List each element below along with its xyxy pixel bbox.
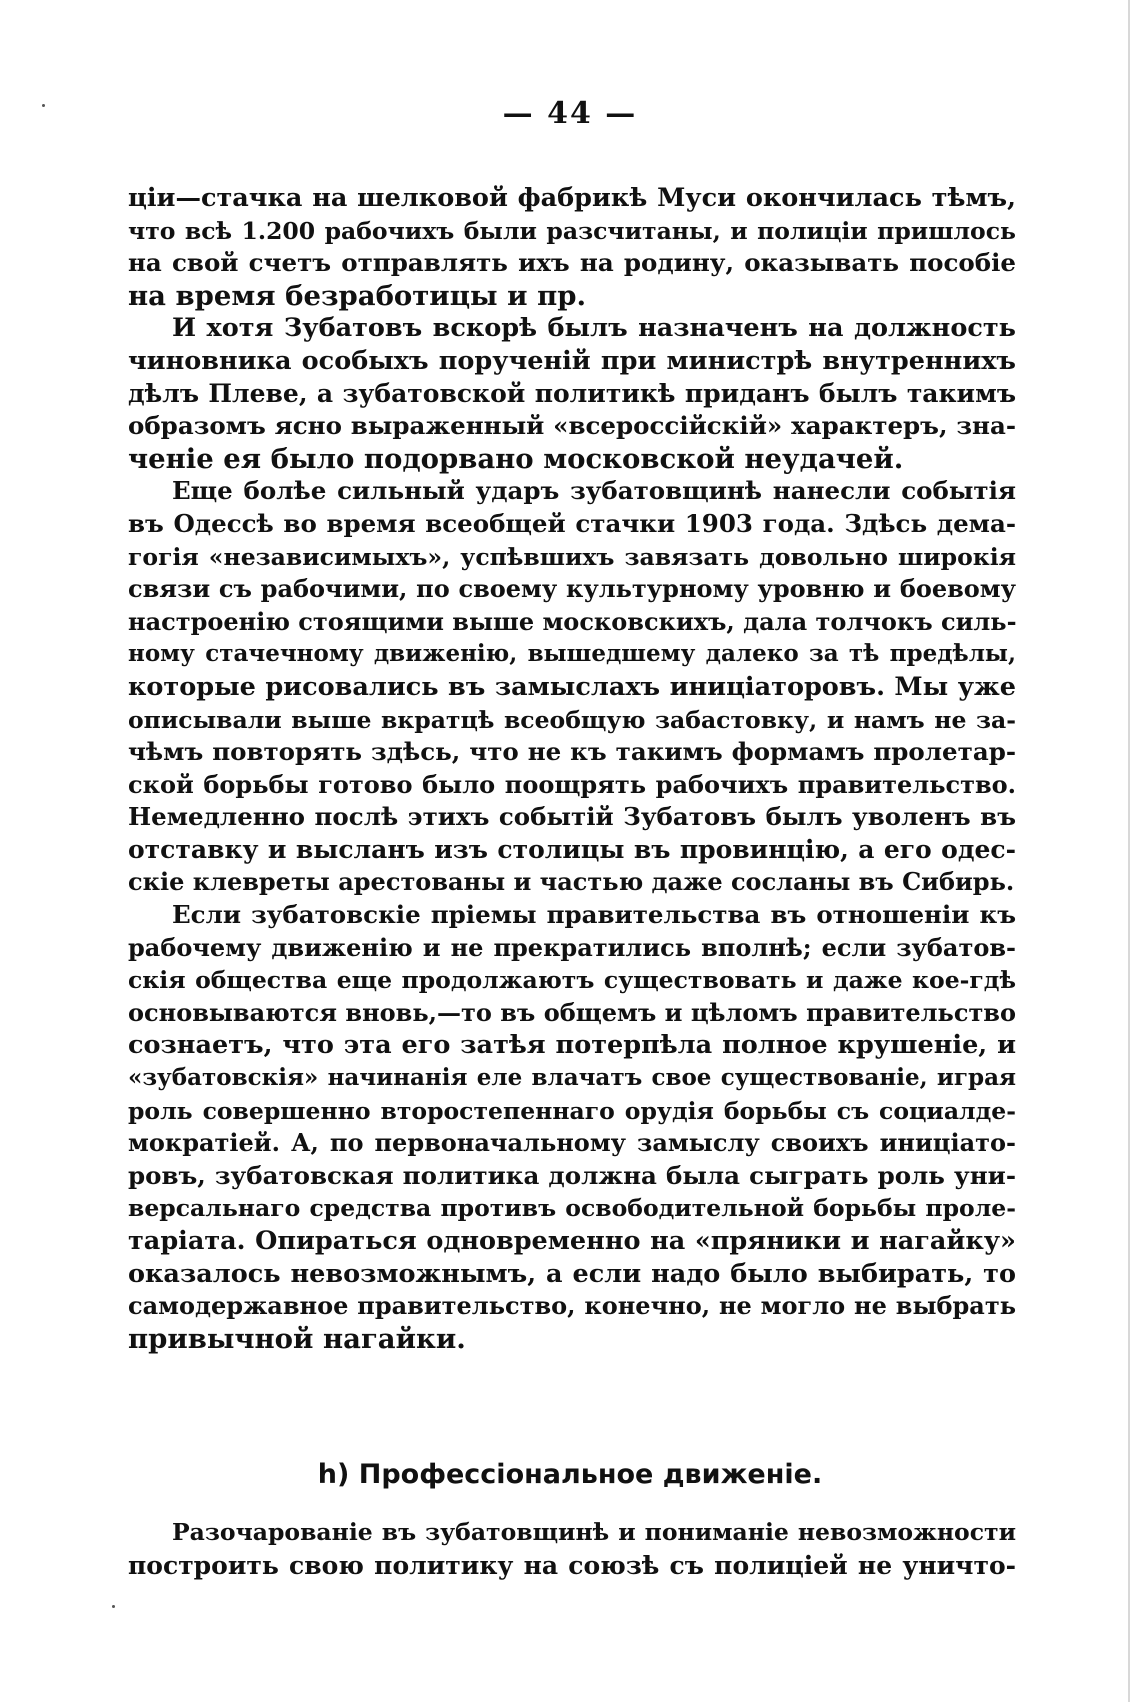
text-line: мократіей. А, по первоначальному замыслу своихъ иниціато- xyxy=(128,1128,1016,1158)
text-line: сознаетъ, что эта его затѣя потерпѣла полное крушеніе, и xyxy=(128,1030,1016,1061)
tail-paragraph xyxy=(128,1515,1016,1583)
text-line: роль совершенно второстепеннаго орудія борьбы съ социалде- xyxy=(128,1096,1016,1125)
text-line: Если зубатовскіе пріемы правительства въ отношеніи къ xyxy=(172,900,1016,930)
text-line: Немедленно послѣ этихъ событій Зубатовъ былъ уволенъ въ xyxy=(128,802,1016,832)
text-line: образомъ ясно выраженный «всероссійскій» характеръ, зна- xyxy=(128,411,1016,441)
text-line: скія общества еще продолжаютъ существовать и даже кое-гдѣ xyxy=(128,966,1016,995)
section-heading: h) Профессіональное движеніе. xyxy=(317,1459,823,1490)
text-line: ченіе ея было подорвано московской неудачей. xyxy=(128,442,904,475)
text-line: которые рисовались въ замыслахъ иниціаторовъ. Мы уже xyxy=(128,671,1016,702)
body-text xyxy=(128,182,1016,1355)
text-line: «зубатовскія» начинанія еле влачатъ свое существованіе, играя xyxy=(128,1064,1016,1092)
text-line: рабочему движенію и не прекратились вполнѣ; если зубатов- xyxy=(128,932,1016,962)
text-line: построить свою политику на союзѣ съ полиціей не уничто- xyxy=(128,1551,1016,1580)
text-line: чѣмъ повторять здѣсь, что не къ такимъ формамъ пролетар- xyxy=(128,737,1016,767)
page-number: — 44 — xyxy=(502,96,638,131)
text-line: на свой счетъ отправлять ихъ на родину, оказывать пособіе xyxy=(128,248,1016,278)
text-line: Еще болѣе сильный ударъ зубатовщинѣ нанесли событія xyxy=(172,476,1016,506)
text-line: Разочарованіе въ зубатовщинѣ и пониманіе невозможности xyxy=(172,1518,1016,1546)
text-line: версальнаго средства противъ освободительной борьбы проле- xyxy=(128,1194,1016,1223)
text-line: ской борьбы готово было поощрять рабочихъ правительство. xyxy=(128,769,1016,799)
text-line: привычной нагайки. xyxy=(128,1322,466,1355)
text-line: на время безработицы и пр. xyxy=(128,279,587,312)
text-line: ному стачечному движенію, вышедшему далеко за тѣ предѣлы, xyxy=(128,640,1016,668)
text-line: ровъ, зубатовская политика должна была сыграть роль уни- xyxy=(128,1160,1016,1190)
text-line: самодержавное правительство, конечно, не могло не выбрать xyxy=(128,1291,1016,1321)
page-edge-shadow xyxy=(1128,0,1130,1702)
text-line: описывали выше вкратцѣ всеобщую забастовку, и намъ не за- xyxy=(128,705,1016,734)
scan-speck xyxy=(112,1605,115,1608)
text-line: отставку и высланъ изъ столицы въ провинцію, а его одес- xyxy=(128,834,1016,864)
text-line: скіе клевреты арестованы и частью даже сосланы въ Сибирь. xyxy=(128,867,1015,897)
text-line: въ Одессѣ во время всеобщей стачки 1903 года. Здѣсь дема- xyxy=(128,508,1016,538)
text-line: таріата. Опираться одновременно на «пряники и нагайку» xyxy=(128,1226,1016,1256)
text-line: дѣлъ Плеве, а зубатовской политикѣ приданъ былъ такимъ xyxy=(128,378,1016,408)
text-line: настроенію стоящими выше московскихъ, дала толчокъ силь- xyxy=(128,606,1017,636)
text-line: И хотя Зубатовъ вскорѣ былъ назначенъ на должность xyxy=(172,313,1016,344)
text-line: связи съ рабочими, по своему культурному уровню и боевому xyxy=(128,574,1016,604)
text-line: чиновника особыхъ порученій при министрѣ внутреннихъ xyxy=(128,345,1016,376)
text-line: гогія «независимыхъ», успѣвшихъ завязать довольно широкія xyxy=(128,542,1016,571)
text-line: основываются вновь,—то въ общемъ и цѣломъ правительство xyxy=(128,997,1016,1027)
text-line: что всѣ 1.200 рабочихъ были разсчитаны, и полиціи пришлось xyxy=(128,216,1016,245)
text-line: оказалось невозможнымъ, а если надо было выбирать, то xyxy=(128,1258,1016,1289)
text-line: ціи—стачка на шелковой фабрикѣ Муси окончилась тѣмъ, xyxy=(128,183,1016,213)
scan-speck xyxy=(42,104,45,107)
